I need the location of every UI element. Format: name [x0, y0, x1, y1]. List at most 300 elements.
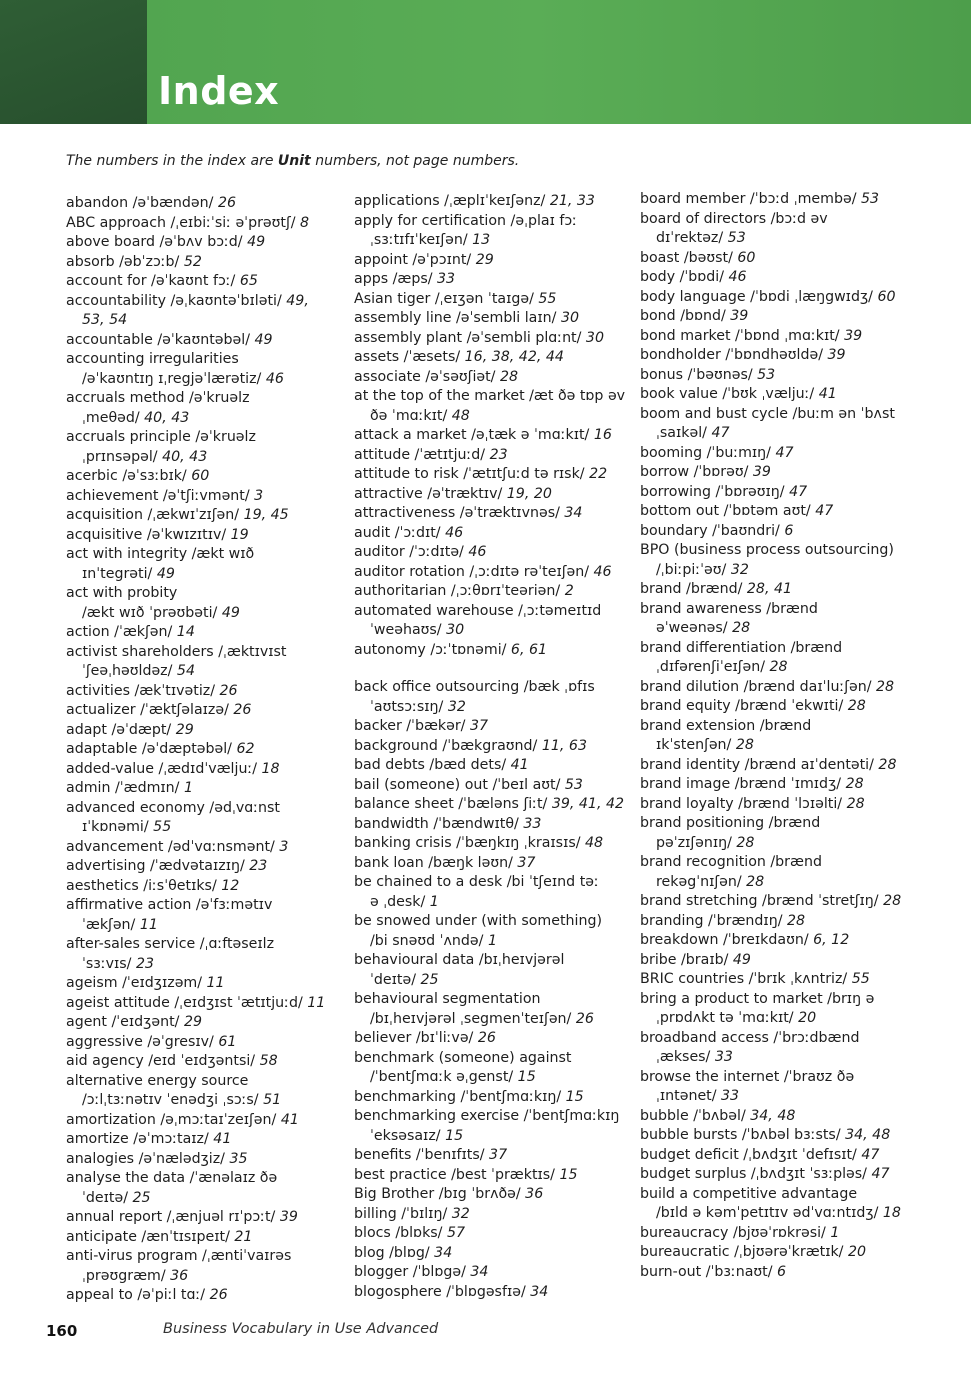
entry-text: attitude /ˈætɪtjuːd/	[354, 446, 490, 463]
entry-text: Asian tiger /ˌeɪʒən ˈtaɪgə/	[354, 290, 539, 307]
index-entry	[640, 717, 930, 737]
unit-numbers: 55	[851, 971, 870, 987]
unit-numbers: 36	[170, 1267, 189, 1284]
entry-text: branding /ˈbrændɪŋ/	[640, 912, 787, 929]
unit-numbers: 33	[714, 1049, 733, 1065]
index-entry	[640, 405, 930, 425]
unit-numbers: 14	[176, 624, 195, 640]
index-entry-continuation	[640, 619, 930, 639]
index-entry	[640, 1146, 930, 1166]
entry-text: assembly line /əˈsembli laɪn/	[354, 310, 561, 326]
unit-numbers: 28, 41	[746, 581, 793, 597]
entry-text: blog /blɒg/	[354, 1244, 435, 1261]
unit-numbers: 1	[830, 1224, 840, 1241]
index-entry	[66, 877, 356, 897]
entry-text: board of directors /bɔːd əv	[640, 210, 828, 227]
unit-numbers: 26	[209, 1287, 228, 1303]
entry-text: benchmarking exercise /ˈbentʃmɑːkɪŋ	[354, 1108, 620, 1124]
entry-text: ageism /ˈeɪdʒɪzəm/	[66, 975, 207, 991]
index-entry-continuation	[354, 407, 644, 427]
entry-text: aesthetics /iːsˈθetɪks/	[66, 877, 222, 894]
entry-text: apps /æps/	[354, 271, 438, 287]
index-entry	[354, 563, 644, 583]
index-entry	[354, 485, 644, 505]
entry-text: /bɪld ə kəmˈpetɪtɪv ədˈvɑːntɪdʒ/	[656, 1205, 883, 1221]
unit-numbers: 46	[445, 524, 464, 541]
unit-numbers: 8	[300, 214, 310, 231]
entry-text: bring a product to market /brɪŋ ə	[640, 990, 875, 1007]
index-entry	[354, 387, 644, 407]
index-entry	[640, 756, 930, 776]
entry-text: act with integrity /ækt wɪð	[66, 546, 255, 562]
index-entry	[66, 896, 356, 916]
entry-text: annual report /ˌænjuəl rɪˈpɔːt/	[66, 1209, 280, 1225]
index-entry	[354, 524, 644, 544]
index-entry	[66, 682, 356, 702]
entry-text: ˈweəhaʊs/	[370, 622, 447, 638]
page-title: Index	[158, 69, 280, 113]
index-entry	[354, 582, 644, 602]
entry-text: associate /əˈsəʊʃiət/	[354, 368, 500, 385]
index-entry	[354, 737, 644, 757]
unit-numbers: 13	[472, 232, 491, 248]
entry-text: best practice /best ˈpræktɪs/	[354, 1166, 560, 1183]
index-entry-continuation	[354, 971, 644, 991]
index-entry	[354, 990, 644, 1010]
entry-text: brand image /brænd ˈɪmɪdʒ/	[640, 776, 846, 792]
entry-text: acquisitive /əˈkwɪzɪtɪv/	[66, 526, 231, 543]
entry-text: rekəgˈnɪʃən/	[656, 873, 747, 890]
index-entry	[640, 502, 930, 522]
entry-text: boast /bəʊst/	[640, 249, 738, 266]
unit-numbers: 34, 48	[845, 1127, 891, 1143]
entry-text: brand dilution /brænd daɪˈluːʃən/	[640, 678, 877, 695]
unit-numbers: 28	[499, 368, 519, 385]
entry-text: /ɔːlˌtɜːnətɪv ˈenədʒi ˌsɔːs/	[82, 1092, 264, 1108]
unit-numbers: 39	[752, 464, 771, 480]
index-entry	[640, 814, 930, 834]
index-entry	[354, 1224, 644, 1244]
index-entry	[66, 526, 356, 546]
entry-text: appeal to /əˈpiːl tɑː/	[66, 1287, 210, 1303]
entry-text: balance sheet /ˈbæləns ʃiːt/	[354, 796, 552, 812]
index-entry	[66, 331, 356, 351]
entry-text: /bi snəʊd ˈʌndə/	[370, 932, 488, 949]
unit-numbers: 51	[263, 1092, 282, 1108]
index-entry-continuation	[66, 1091, 356, 1111]
index-entry-continuation	[640, 658, 930, 678]
index-entry-continuation	[66, 818, 356, 838]
entry-text: billing /ˈbɪlɪŋ/	[354, 1205, 452, 1222]
unit-numbers: 55	[538, 290, 557, 307]
index-entry	[640, 541, 930, 561]
index-entry-continuation	[354, 1010, 644, 1030]
index-entry	[66, 350, 356, 370]
unit-numbers: 28	[846, 795, 865, 812]
entry-text: be snowed under (with something)	[354, 913, 603, 929]
entry-text: act with probity	[66, 585, 178, 601]
index-entry	[354, 1107, 644, 1127]
unit-numbers: 53	[727, 230, 746, 246]
index-entry	[354, 815, 644, 835]
unit-numbers: 6, 61	[510, 641, 548, 658]
entry-text: adapt /əˈdæpt/	[66, 721, 176, 738]
index-entry-continuation	[640, 1048, 930, 1068]
unit-numbers: 28	[735, 737, 754, 753]
entry-text: accountability /əˌkaʊntəˈbɪləti/	[66, 292, 287, 309]
index-entry	[66, 214, 356, 234]
index-entry	[66, 760, 356, 780]
index-entry	[66, 389, 356, 409]
unit-numbers: 46	[468, 544, 487, 560]
entry-text: bubble /ˈbʌbəl/	[640, 1107, 751, 1124]
index-entry-continuation	[354, 1127, 644, 1147]
index-entry	[354, 251, 644, 271]
index-entry	[640, 307, 930, 327]
entry-text: /bɪˌheɪvjərəl ˌsegmenˈteɪʃən/	[370, 1010, 576, 1027]
index-entry	[66, 779, 356, 799]
index-entry	[66, 994, 356, 1014]
entry-text: board member /ˈbɔːd ˌmembə/	[640, 191, 861, 207]
entry-text: activist shareholders /ˌæktɪvɪst	[66, 643, 287, 660]
unit-numbers: 19	[230, 526, 249, 543]
unit-numbers: 47	[775, 444, 794, 461]
entry-text: after-sales service /ˌɑːftəseɪlz	[66, 936, 275, 952]
entry-text: bureaucratic /ˌbjʊərəˈkrætɪk/	[640, 1244, 848, 1260]
entry-text: adaptable /əˈdæptəbəl/	[66, 741, 237, 757]
index-entry	[66, 1228, 356, 1248]
entry-text: ðə ˈmɑːkɪt/	[370, 407, 452, 424]
unit-numbers: 37	[517, 854, 536, 871]
index-entry	[640, 678, 930, 698]
unit-numbers: 40, 43	[144, 409, 190, 426]
unit-numbers: 36	[525, 1186, 544, 1202]
index-entry	[354, 678, 644, 698]
unit-numbers: 49	[254, 331, 273, 348]
entry-text: blocs /blɒks/	[354, 1225, 447, 1241]
entry-text: bureaucracy /bjʊəˈrɒkrəsi/	[640, 1224, 831, 1241]
index-entry	[66, 584, 356, 604]
index-entry-continuation	[66, 565, 356, 585]
entry-text: amortize /əˈmɔːtaɪz/	[66, 1131, 214, 1147]
index-entry-continuation	[66, 662, 356, 682]
page-number: 160	[46, 1322, 78, 1340]
index-entry	[640, 853, 930, 873]
index-entry	[354, 873, 644, 893]
index-entry	[354, 717, 644, 737]
entry-text: əˈweənəs/	[656, 620, 733, 636]
unit-numbers: 39	[279, 1209, 298, 1225]
entry-text: abandon /əˈbændən/	[66, 195, 218, 211]
index-entry	[640, 931, 930, 951]
letter-gap	[354, 660, 644, 678]
unit-numbers: 49	[732, 951, 751, 968]
index-entry	[640, 1243, 930, 1263]
entry-text: ˌsɜːtɪfɪˈkeɪʃən/	[370, 232, 473, 248]
unit-numbers: 46	[593, 563, 612, 580]
index-column-2	[354, 192, 644, 1302]
index-entry	[640, 892, 930, 912]
index-entry-continuation	[640, 834, 930, 854]
entry-text: acquisition /ˌækwɪˈzɪʃən/	[66, 507, 244, 523]
unit-numbers: 3	[254, 487, 264, 504]
entry-text: actualizer /ˈæktʃəlaɪzə/	[66, 702, 234, 718]
entry-text: bandwidth /ˈbændwɪtθ/	[354, 815, 524, 832]
unit-numbers: 25	[132, 1189, 151, 1206]
index-entry	[640, 346, 930, 366]
entry-text: bottom out /ˈbɒtəm aʊt/	[640, 503, 816, 519]
entry-text: /ˌbiːpiːˈəʊ/	[656, 561, 731, 578]
entry-text: brand recognition /brænd	[640, 854, 822, 870]
entry-text: brand extension /brænd	[640, 717, 812, 734]
entry-text: booming /ˈbuːmɪŋ/	[640, 444, 776, 461]
unit-numbers: 47	[789, 483, 808, 500]
unit-numbers: 49	[156, 565, 175, 582]
index-entry-continuation	[66, 311, 356, 331]
entry-text: behavioural segmentation	[354, 991, 541, 1007]
entry-text: analogies /əˈnælədʒiz/	[66, 1150, 230, 1167]
entry-text: ˈækʃən/	[82, 916, 140, 933]
unit-numbers: 62	[236, 741, 255, 757]
unit-numbers: 28	[845, 776, 864, 792]
index-entry	[640, 912, 930, 932]
index-entry	[354, 1166, 644, 1186]
unit-numbers: 21, 33	[549, 193, 595, 209]
index-entry	[640, 990, 930, 1010]
unit-numbers: 60	[877, 288, 896, 305]
entry-text: applications /ˌæplɪˈkeɪʃənz/	[354, 193, 550, 209]
entry-text: aid agency /eɪd ˈeɪdʒəntsi/	[66, 1053, 260, 1069]
index-entry	[66, 974, 356, 994]
index-entry	[640, 1263, 930, 1283]
unit-numbers: 39, 41, 42	[551, 796, 625, 812]
index-entry	[66, 428, 356, 448]
index-entry	[66, 487, 356, 507]
entry-text: brand identity /brænd aɪˈdentəti/	[640, 756, 879, 773]
entry-text: behavioural data /bɪˌheɪvjərəl	[354, 952, 565, 968]
index-entry	[66, 623, 356, 643]
unit-numbers: 15	[517, 1069, 536, 1085]
index-entry	[66, 1052, 356, 1072]
entry-text: auditor /ˈɔːdɪtə/	[354, 544, 469, 560]
entry-text: ˌmeθəd/	[82, 409, 145, 426]
entry-text: accruals principle /əˈkruəlz	[66, 429, 256, 445]
unit-numbers: 28	[732, 620, 751, 636]
entry-text: aggressive /əˈgresɪv/	[66, 1033, 219, 1050]
entry-text: ˈaʊtsɔːsɪŋ/	[370, 698, 448, 715]
unit-numbers: 32	[730, 561, 749, 578]
index-entry-continuation	[66, 370, 356, 390]
index-entry-continuation	[640, 561, 930, 581]
index-entry	[66, 1111, 356, 1131]
unit-numbers: 53, 54	[82, 312, 128, 328]
unit-numbers: 28	[786, 912, 806, 929]
entry-text: accounting irregularities	[66, 351, 239, 367]
unit-numbers: 40, 43	[162, 448, 208, 465]
unit-numbers: 46	[728, 269, 747, 285]
index-entry	[640, 1224, 930, 1244]
unit-numbers: 26	[477, 1030, 496, 1046]
index-entry	[640, 288, 930, 308]
index-entry	[354, 309, 644, 329]
index-entry-continuation	[66, 955, 356, 975]
index-entry	[66, 1013, 356, 1033]
note-text-after: numbers, not page numbers.	[310, 153, 520, 169]
unit-numbers: 47	[871, 1166, 890, 1182]
entry-text: advancement /ədˈvɑːnsmənt/	[66, 838, 280, 855]
entry-text: analyse the data /ˈænəlaɪz ðə	[66, 1170, 278, 1186]
index-entry	[354, 465, 644, 485]
index-entry	[640, 210, 930, 230]
index-entry	[640, 1126, 930, 1146]
entry-text: build a competitive advantage	[640, 1185, 858, 1202]
entry-text: pəˈzɪʃənɪŋ/	[656, 834, 737, 851]
unit-numbers: 34	[530, 1283, 549, 1300]
index-entry	[640, 795, 930, 815]
unit-numbers: 2	[564, 583, 574, 599]
unit-numbers: 37	[469, 718, 489, 734]
entry-text: ˌsaɪkəl/	[656, 425, 712, 441]
book-title: Business Vocabulary in Use Advanced	[163, 1321, 439, 1337]
unit-numbers: 23	[249, 858, 268, 874]
unit-numbers: 26	[217, 195, 236, 211]
unit-numbers: 19, 45	[243, 507, 289, 523]
entry-text: brand /brænd/	[640, 581, 747, 597]
entry-text: anti-virus program /ˌæntiˈvaɪrəs	[66, 1248, 292, 1264]
index-entry	[354, 1205, 644, 1225]
entry-text: bubble bursts /ˈbʌbəl bɜːsts/	[640, 1127, 846, 1143]
index-entry	[354, 1049, 644, 1069]
unit-numbers: 15	[565, 1088, 584, 1105]
entry-text: autonomy /ɔːˈtɒnəmi/	[354, 641, 511, 658]
entry-text: amortization /əˌmɔːtaɪˈzeɪʃən/	[66, 1111, 281, 1128]
unit-numbers: 39	[844, 327, 863, 344]
index-entry	[640, 697, 930, 717]
index-entry-continuation	[640, 1204, 930, 1224]
entry-text: blogosphere /ˈblɒgəsfɪə/	[354, 1283, 531, 1300]
index-entry	[66, 643, 356, 663]
index-entry	[66, 1169, 356, 1189]
entry-text: advertising /ˈædvətaɪzɪŋ/	[66, 858, 250, 874]
index-entry	[66, 292, 356, 312]
entry-text: at the top of the market /æt ðə tɒp əv	[354, 388, 626, 404]
unit-numbers: 61	[218, 1033, 237, 1050]
index-entry	[640, 639, 930, 659]
index-entry	[640, 1029, 930, 1049]
entry-text: action /ˈækʃən/	[66, 624, 177, 640]
unit-numbers: 11	[307, 994, 326, 1011]
unit-numbers: 48	[451, 407, 470, 424]
index-entry	[354, 951, 644, 971]
unit-numbers: 41	[510, 757, 529, 773]
index-entry	[66, 1033, 356, 1053]
index-entry	[640, 951, 930, 971]
entry-text: affirmative action /əˈfɜːmətɪv	[66, 897, 273, 913]
entry-text: BRIC countries /ˈbrɪk ˌkʌntriz/	[640, 971, 852, 987]
index-entry	[354, 795, 644, 815]
index-entry	[354, 1088, 644, 1108]
entry-text: breakdown /ˈbreɪkdaʊn/	[640, 932, 814, 948]
entry-text: anticipate /ænˈtɪsɪpeɪt/	[66, 1228, 235, 1245]
unit-numbers: 60	[191, 468, 210, 484]
unit-numbers: 32	[451, 1205, 470, 1222]
unit-numbers: 60	[737, 249, 756, 266]
index-entry	[640, 385, 930, 405]
entry-text: bond /bɒnd/	[640, 308, 731, 324]
index-entry	[66, 740, 356, 760]
unit-numbers: 47	[815, 503, 834, 519]
index-column-3	[640, 190, 930, 1282]
index-entry-continuation	[354, 893, 644, 913]
index-entry-continuation	[66, 604, 356, 624]
entry-text: apply for certification /əˌplaɪ fɔː	[354, 212, 577, 229]
entry-text: admin /ˈædmɪn/	[66, 780, 184, 796]
index-entry	[66, 935, 356, 955]
entry-text: added-value /ˌædɪdˈvæljuː/	[66, 760, 262, 777]
unit-numbers: 16, 38, 42, 44	[464, 349, 564, 365]
unit-numbers: 28	[746, 873, 765, 890]
index-entry	[354, 270, 644, 290]
unit-numbers: 54	[176, 663, 195, 679]
unit-numbers: 29	[175, 721, 194, 738]
entry-text: ɪnˈtegrəti/	[82, 565, 157, 582]
unit-numbers: 37	[489, 1147, 508, 1163]
unit-numbers: 33	[523, 815, 542, 832]
index-entry	[66, 1286, 356, 1306]
entry-text: appoint /əˈpɔɪnt/	[354, 251, 476, 268]
entry-text: back office outsourcing /bæk ˌɒfɪs	[354, 679, 595, 695]
entry-text: ˈʃeəˌhəʊldəz/	[82, 663, 177, 679]
index-note	[66, 153, 519, 169]
entry-text: budget surplus /ˌbʌdʒɪt ˈsɜːpləs/	[640, 1166, 872, 1182]
entry-text: activities /ækˈtɪvətiz/	[66, 682, 220, 699]
index-entry	[66, 233, 356, 253]
unit-numbers: 49,	[286, 292, 309, 309]
entry-text: /ækt wɪð ˈprəʊbəti/	[82, 604, 222, 621]
index-entry	[354, 1244, 644, 1264]
entry-text: assembly plant /əˈsembli plɑːnt/	[354, 329, 586, 346]
index-entry	[66, 1072, 356, 1092]
entry-text: borrow /ˈbɒrəʊ/	[640, 464, 753, 480]
unit-numbers: 18	[261, 760, 280, 777]
index-entry	[66, 1150, 356, 1170]
index-entry	[354, 192, 644, 212]
index-entry-continuation	[354, 231, 644, 251]
index-entry	[640, 970, 930, 990]
entry-text: account for /əˈkaʊnt fɔː/	[66, 273, 240, 289]
unit-numbers: 28	[847, 698, 866, 714]
index-entry-continuation	[640, 1087, 930, 1107]
entry-text: bail (someone) out /ˈbeɪl aʊt/	[354, 776, 565, 793]
unit-numbers: 11	[206, 975, 225, 991]
entry-text: automated warehouse /ˌɔːtəmeɪtɪd	[354, 602, 602, 619]
unit-numbers: 18	[882, 1205, 901, 1221]
index-entry	[354, 329, 644, 349]
unit-numbers: 22	[589, 466, 608, 482]
index-entry	[640, 1165, 930, 1185]
index-entry-continuation	[640, 424, 930, 444]
entry-text: /ˈbentʃmɑːk əˌgenst/	[370, 1069, 518, 1085]
entry-text: alternative energy source	[66, 1072, 249, 1089]
entry-text: browse the internet /ˈbraʊz ðə	[640, 1068, 855, 1085]
unit-numbers: 34	[564, 505, 583, 521]
entry-text: ABC approach /ˌeɪbiːˈsiː əˈprəʊtʃ/	[66, 214, 301, 231]
index-entry	[354, 426, 644, 446]
index-entry	[640, 190, 930, 210]
index-entry	[354, 1283, 644, 1303]
unit-numbers: 1	[429, 893, 439, 910]
entry-text: budget deficit /ˌbʌdʒɪt ˈdefɪsɪt/	[640, 1146, 862, 1163]
